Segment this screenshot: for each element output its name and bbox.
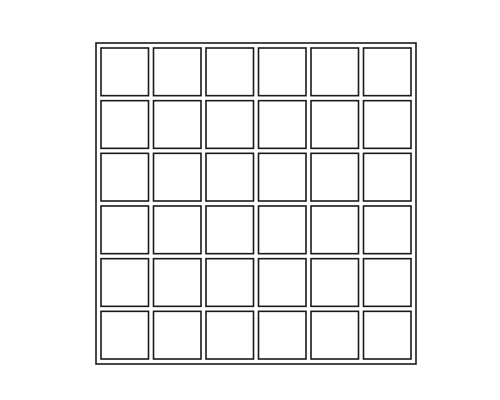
grid-cell: [311, 259, 359, 307]
grid-cell: [206, 311, 254, 359]
grid-cell: [154, 311, 202, 359]
grid-cell: [259, 259, 307, 307]
grid-cell: [101, 311, 149, 359]
grid-cell: [154, 101, 202, 149]
grid-cell: [206, 206, 254, 254]
grid-cell: [364, 206, 412, 254]
grid-cell: [101, 206, 149, 254]
grid-cell: [311, 206, 359, 254]
grid-cell: [311, 311, 359, 359]
grid-cell: [154, 206, 202, 254]
grid-cell: [364, 259, 412, 307]
grid-cell: [311, 48, 359, 96]
grid-cell: [101, 48, 149, 96]
grid-cell: [364, 48, 412, 96]
grid-cell: [259, 153, 307, 201]
grid-cell: [154, 259, 202, 307]
grid-cell: [206, 153, 254, 201]
grid-cell: [206, 259, 254, 307]
grid-cell: [206, 48, 254, 96]
grid-cell: [259, 311, 307, 359]
grid-cell: [101, 101, 149, 149]
grid-cell: [259, 48, 307, 96]
grid-cell: [101, 153, 149, 201]
grid-cell: [364, 311, 412, 359]
grid-cell: [311, 101, 359, 149]
grid-cell: [101, 259, 149, 307]
grid-cell: [364, 153, 412, 201]
grid-cell: [154, 48, 202, 96]
grid-cell: [259, 206, 307, 254]
grid-cell: [154, 153, 202, 201]
grid-cell: [206, 101, 254, 149]
grid-cell: [259, 101, 307, 149]
grid-cell: [364, 101, 412, 149]
grid-cell: [311, 153, 359, 201]
